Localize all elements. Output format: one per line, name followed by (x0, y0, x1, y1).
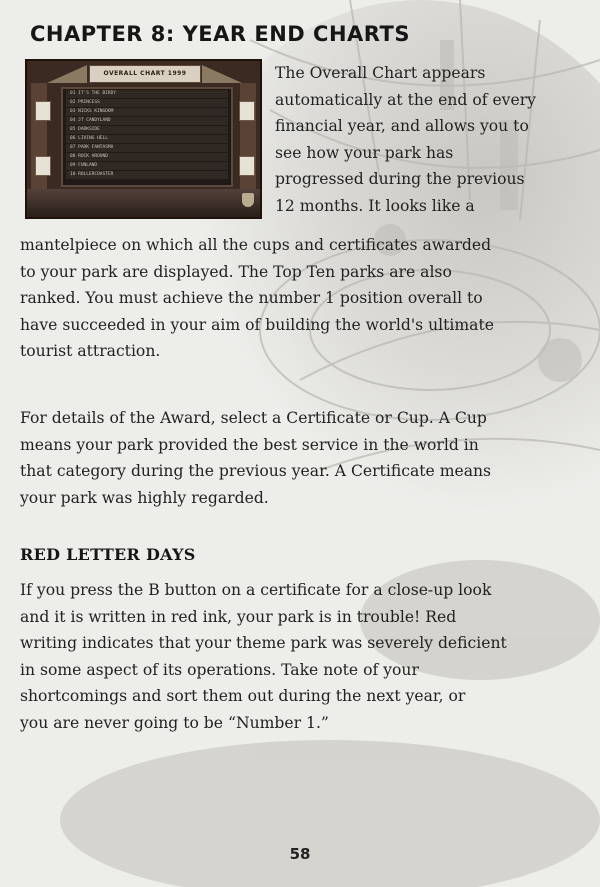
shelf-post-right (240, 83, 256, 193)
text-line: For details of the Award, select a Certificate or Cup. A Cup (20, 409, 487, 427)
text-line: writing indicates that your theme park was severely deficient (20, 634, 507, 652)
text-line: see how your park has (275, 143, 454, 162)
text-line: mantelpiece on which all the cups and certificates awarded (20, 236, 492, 254)
certificate-icon (35, 156, 51, 176)
text-line: progressed during the previous (275, 170, 525, 188)
certificate-icon (239, 101, 255, 121)
trophy-cup-icon (242, 193, 254, 207)
section-heading: RED LETTER DAYS (20, 545, 196, 564)
ranking-row: 07 PARK FANTASMA (66, 144, 228, 152)
text-line: 12 months. It looks like a (275, 196, 475, 215)
banner-ornament-left (47, 65, 87, 83)
banner-ornament-right (202, 65, 242, 83)
text-line: your park was highly regarded. (20, 488, 269, 507)
ranking-row: 10 ROLLERCOASTER (66, 171, 228, 179)
ranking-row: 09 FUNLAND (66, 162, 228, 170)
ranking-row: 03 NICKS KINGDOM (66, 108, 228, 116)
page-number: 58 (289, 845, 311, 863)
text-line: have succeeded in your aim of building the world's ultimate (20, 315, 494, 334)
text-line: to your park are displayed. The Top Ten parks are also (20, 262, 452, 281)
rankings-board (61, 87, 233, 187)
intro-paragraph-continued (20, 232, 494, 365)
intro-paragraph-wrapped (275, 60, 536, 219)
text-line: shortcomings and sort them out during the next year, or (20, 687, 466, 705)
text-line: means your park provided the best service in the world in (20, 435, 479, 454)
ranking-row: 06 LIVING HELL (66, 135, 228, 143)
ranking-row: 05 DARKSIDE (66, 126, 228, 134)
text-line: automatically at the end of every (275, 90, 536, 109)
award-paragraph (20, 405, 491, 511)
ranking-row: 08 ROCK AROUND (66, 153, 228, 161)
text-line: tourist attraction. (20, 342, 161, 360)
screenshot-banner: OVERALL CHART 1999 (89, 65, 201, 83)
mantelpiece-shelf (27, 189, 260, 217)
text-line: in some aspect of its operations. Take note of your (20, 660, 419, 679)
overall-chart-screenshot (25, 59, 262, 219)
ranking-row: 01 IT'S THE BIRDY (66, 90, 228, 98)
certificate-icon (239, 156, 255, 176)
text-line: and it is written in red ink, your park is in trouble! Red (20, 607, 457, 626)
chapter-title: CHAPTER 8: YEAR END CHARTS (30, 22, 410, 46)
red-letter-paragraph (20, 577, 507, 736)
text-line: you are never going to be “Number 1.” (20, 713, 329, 732)
ranking-row: 04 JT CANDYLAND (66, 117, 228, 125)
text-line: The Overall Chart appears (275, 64, 486, 82)
ranking-row: 02 PRINCESS (66, 99, 228, 107)
shelf-post-left (31, 83, 47, 193)
text-line: financial year, and allows you to (275, 117, 529, 135)
certificate-icon (35, 101, 51, 121)
text-line: that category during the previous year. A Certificate means (20, 462, 492, 480)
text-line: If you press the B button on a certificate for a close-up look (20, 581, 492, 599)
text-line: ranked. You must achieve the number 1 position overall to (20, 289, 483, 307)
